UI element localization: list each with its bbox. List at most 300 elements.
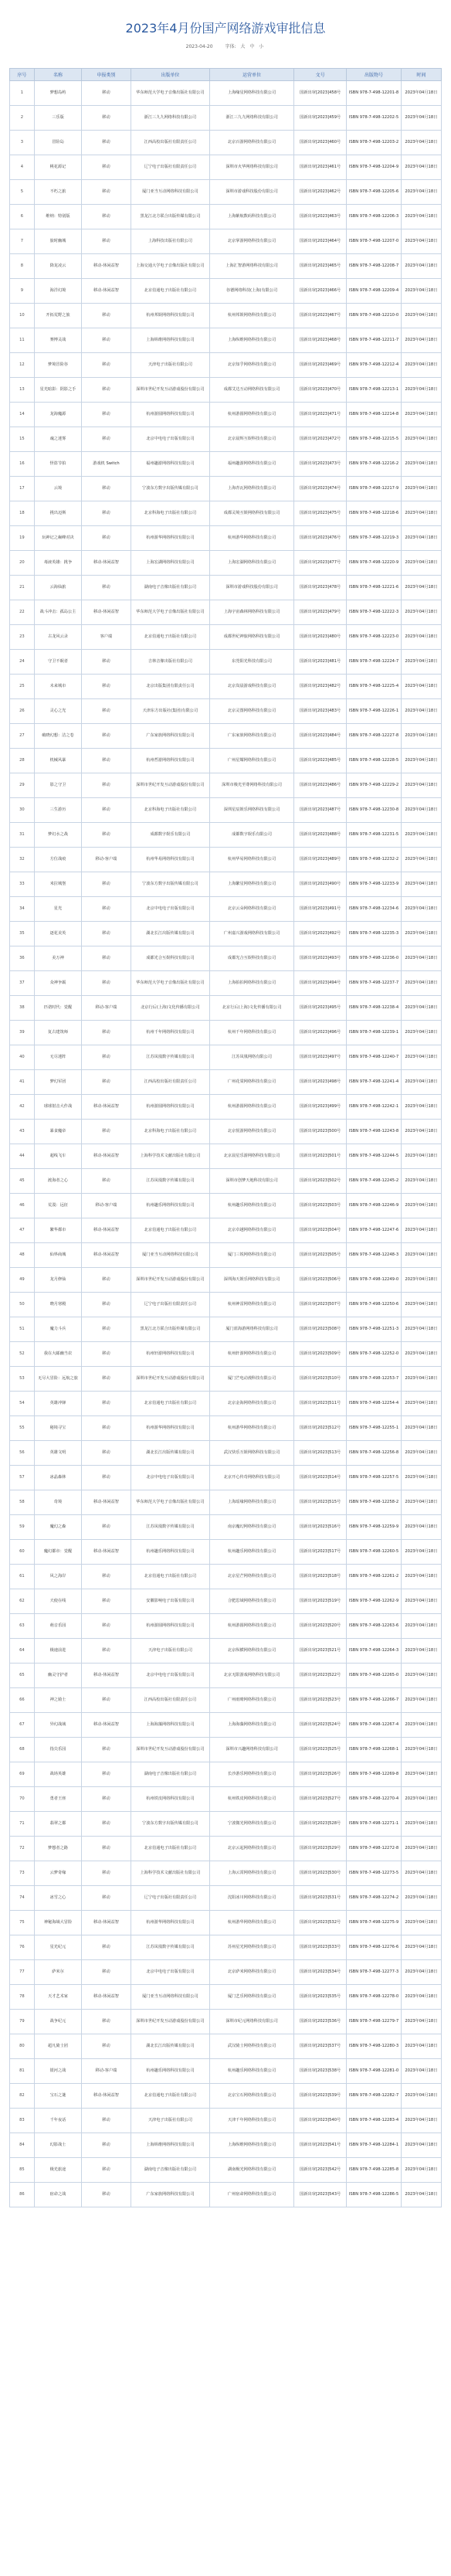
cell-date: 2023年04月18日 (401, 1218, 441, 1243)
cell-category: 移动 (82, 724, 131, 749)
cell-isbn: ISBN 978-7-498-12236-0 (347, 946, 401, 971)
table-row (10, 1268, 442, 1293)
cell-doc-number: 国新出审[2023]520号 (294, 1614, 347, 1639)
cell-isbn: ISBN 978-7-498-12278-0 (347, 1985, 401, 2010)
cell-publisher: 北京伯通电子出版社有限公司 (131, 1218, 209, 1243)
cell-isbn: ISBN 978-7-498-12224-7 (347, 650, 401, 675)
cell-name: 超凡骑士团 (34, 2034, 81, 2059)
cell-operator: 杭州神雷网络科技有限公司 (210, 1293, 294, 1317)
cell-name: 异幻战域 (34, 1713, 81, 1738)
table-row (10, 2109, 442, 2133)
cell-doc-number: 国新出审[2023]533号 (294, 1935, 347, 1960)
cell-index: 6 (10, 205, 35, 229)
cell-category: 移动 (82, 403, 131, 427)
cell-index: 21 (10, 576, 35, 600)
cell-name: 荒漠：远征 (34, 1194, 81, 1218)
cell-date: 2023年04月18日 (401, 1367, 441, 1392)
table-row (10, 2133, 442, 2158)
cell-index: 53 (10, 1367, 35, 1392)
cell-doc-number: 国新出审[2023]506号 (294, 1268, 347, 1293)
cell-date: 2023年04月18日 (401, 353, 441, 378)
cell-doc-number: 国新出审[2023]536号 (294, 2010, 347, 2034)
cell-doc-number: 国新出审[2023]478号 (294, 576, 347, 600)
cell-date: 2023年04月18日 (401, 155, 441, 180)
cell-category: 移动 (82, 1614, 131, 1639)
cell-index: 76 (10, 1935, 35, 1960)
cell-isbn: ISBN 978-7-498-12209-4 (347, 279, 401, 304)
cell-date: 2023年04月18日 (401, 971, 441, 996)
cell-category: 移动 (82, 1762, 131, 1787)
cell-operator: 合肥思域网络科技有限公司 (210, 1589, 294, 1614)
cell-operator: 深圳市兴趣网络科技有限公司 (210, 1738, 294, 1762)
cell-date: 2023年04月18日 (401, 1565, 441, 1589)
cell-doc-number: 国新出审[2023]492号 (294, 922, 347, 946)
cell-index: 64 (10, 1639, 35, 1664)
cell-name: 幻影战士 (34, 2133, 81, 2158)
cell-index: 81 (10, 2059, 35, 2084)
cell-isbn: ISBN 978-7-498-12239-1 (347, 1021, 401, 1045)
cell-publisher: 天津电子出版社有限公司 (131, 2109, 209, 2133)
cell-index: 3 (10, 131, 35, 155)
header-index: 序号 (10, 69, 35, 81)
cell-operator: 杭州千年网络科技有限公司 (210, 1021, 294, 1045)
cell-doc-number: 国新出审[2023]540号 (294, 2109, 347, 2133)
cell-operator: 广东家族网络科技有限公司 (210, 724, 294, 749)
cell-publisher: 成都光合互娱科技有限公司 (131, 946, 209, 971)
cell-category: 移动 (82, 675, 131, 699)
cell-publisher: 杭州趣乐网络科技有限公司 (131, 1540, 209, 1565)
cell-publisher: 北京中电电子出版有限公司 (131, 1960, 209, 1985)
cell-operator: 杭州游圆网络科技有限公司 (210, 1614, 294, 1639)
cell-index: 54 (10, 1392, 35, 1416)
table-row (10, 2059, 442, 2084)
cell-category: 移动-休闲益智 (82, 1540, 131, 1565)
cell-name: 英雄文明 (34, 1441, 81, 1466)
cell-doc-number: 国新出审[2023]519号 (294, 1589, 347, 1614)
cell-operator: 北京纵横网络科技有限公司 (210, 1639, 294, 1664)
table-row (10, 971, 442, 996)
cell-publisher: 杭州华易网络科技有限公司 (131, 848, 209, 872)
cell-category: 移动 (82, 131, 131, 155)
cell-doc-number: 国新出审[2023]477号 (294, 551, 347, 576)
cell-category: 移动 (82, 1935, 131, 1960)
cell-index: 62 (10, 1589, 35, 1614)
cell-operator: 广州星耀网络科技有限公司 (210, 749, 294, 773)
cell-operator: 北京悦游网络科技有限公司 (210, 1120, 294, 1144)
table-row (10, 106, 442, 131)
cell-name: 降龙凌云 (34, 254, 81, 279)
cell-date: 2023年04月18日 (401, 328, 441, 353)
cell-publisher: 辽宁电子出版社有限责任公司 (131, 1293, 209, 1317)
cell-name: 繁华都市 (34, 1218, 81, 1243)
cell-index: 74 (10, 1886, 35, 1911)
cell-index: 44 (10, 1144, 35, 1169)
cell-category: 移动-休闲益智 (82, 1095, 131, 1120)
cell-operator: 北京岚晨游戏科技有限公司 (210, 675, 294, 699)
cell-date: 2023年04月18日 (401, 501, 441, 526)
cell-index: 23 (10, 625, 35, 650)
table-row (10, 1688, 442, 1713)
cell-index: 33 (10, 872, 35, 897)
cell-name: 魔幻都市：觉醒 (34, 1540, 81, 1565)
table-row (10, 600, 442, 625)
cell-publisher: 上海科技出版社有限公司 (131, 229, 209, 254)
cell-category: 移动-客户端 (82, 996, 131, 1021)
cell-date: 2023年04月18日 (401, 1490, 441, 1515)
cell-date: 2023年04月18日 (401, 304, 441, 328)
cell-isbn: ISBN 978-7-498-12254-4 (347, 1392, 401, 1416)
cell-name: 战争纪元 (34, 2010, 81, 2034)
cell-index: 34 (10, 897, 35, 922)
cell-operator: 深圳市极光至尊网络科技有限公司 (210, 773, 294, 798)
cell-category: 移动 (82, 229, 131, 254)
cell-publisher: 上海纵维网络科技有限公司 (131, 2133, 209, 2158)
cell-category: 移动 (82, 106, 131, 131)
cell-isbn: ISBN 978-7-498-12270-4 (347, 1787, 401, 1812)
cell-publisher: 北京伯通电子出版社有限公司 (131, 1837, 209, 1861)
cell-date: 2023年04月18日 (401, 650, 441, 675)
cell-doc-number: 国新出审[2023]504号 (294, 1218, 347, 1243)
cell-date: 2023年04月18日 (401, 1812, 441, 1837)
cell-isbn: ISBN 978-7-498-12228-5 (347, 749, 401, 773)
cell-publisher: 杭州邦娱网络科技有限公司 (131, 304, 209, 328)
cell-doc-number: 国新出审[2023]532号 (294, 1911, 347, 1935)
header-publisher: 出版单位 (131, 69, 209, 81)
cell-name: 幽灵守护者 (34, 1664, 81, 1688)
cell-doc-number: 国新出审[2023]485号 (294, 749, 347, 773)
cell-doc-number: 国新出审[2023]513号 (294, 1441, 347, 1466)
cell-name: 千年夜话 (34, 2109, 81, 2133)
cell-index: 43 (10, 1120, 35, 1144)
table-row (10, 2158, 442, 2183)
cell-operator: 广州嘉兴游戏网络科技有限公司 (210, 922, 294, 946)
cell-operator: 杭州华易网络科技有限公司 (210, 848, 294, 872)
cell-index: 50 (10, 1293, 35, 1317)
cell-doc-number: 国新出审[2023]528号 (294, 1812, 347, 1837)
cell-operator: 北京卓越网络科技有限公司 (210, 1218, 294, 1243)
cell-category: 移动-休闲益智 (82, 1985, 131, 2010)
cell-doc-number: 国新出审[2023]475号 (294, 501, 347, 526)
cell-name: 众神争霸 (34, 971, 81, 996)
cell-category: 移动 (82, 526, 131, 551)
cell-category: 移动 (82, 180, 131, 205)
cell-isbn: ISBN 978-7-498-12233-9 (347, 872, 401, 897)
cell-operator: 杭州游圆网络科技有限公司 (210, 1095, 294, 1120)
cell-index: 35 (10, 922, 35, 946)
cell-operator: 上海纵维网络科技有限公司 (210, 2133, 294, 2158)
cell-isbn: ISBN 978-7-498-12259-9 (347, 1515, 401, 1540)
cell-index: 15 (10, 427, 35, 452)
cell-date: 2023年04月18日 (401, 205, 441, 229)
cell-publisher: 杭州游圆网络科技有限公司 (131, 1095, 209, 1120)
cell-category: 移动 (82, 1812, 131, 1837)
cell-index: 56 (10, 1441, 35, 1466)
cell-operator: 成都数字娱乐有限公司 (210, 823, 294, 848)
cell-doc-number: 国新出审[2023]503号 (294, 1194, 347, 1218)
table-row (10, 1317, 442, 1342)
cell-isbn: ISBN 978-7-498-12281-0 (347, 2059, 401, 2084)
cell-name: 魂之迷雾 (34, 427, 81, 452)
cell-operator: 深圳海天娱乐网络科技有限公司 (210, 1268, 294, 1293)
cell-date: 2023年04月18日 (401, 946, 441, 971)
cell-index: 63 (10, 1614, 35, 1639)
cell-publisher: 北京科海电子出版社有限公司 (131, 1120, 209, 1144)
cell-publisher: 吉林音像出版社有限公司 (131, 650, 209, 675)
cell-publisher: 杭州铁皮网络科技有限公司 (131, 1787, 209, 1812)
cell-publisher: 天津电子出版社有限公司 (131, 1639, 209, 1664)
cell-category: 移动 (82, 2010, 131, 2034)
cell-category: 移动-客户端 (82, 2059, 131, 2084)
cell-index: 22 (10, 600, 35, 625)
table-row (10, 897, 442, 922)
cell-isbn: ISBN 978-7-498-12238-4 (347, 996, 401, 1021)
cell-index: 5 (10, 180, 35, 205)
cell-operator: 北京云起网络科技有限公司 (210, 1837, 294, 1861)
font-size-medium[interactable]: 中 (249, 44, 255, 49)
cell-publisher: 上海科学技术文献出版社有限公司 (131, 1861, 209, 1886)
cell-isbn: ISBN 978-7-498-12242-1 (347, 1095, 401, 1120)
cell-operator: 上海瑶缘网络科技有限公司 (210, 1490, 294, 1515)
cell-date: 2023年04月18日 (401, 131, 441, 155)
cell-category: 移动 (82, 1268, 131, 1293)
cell-operator: 北京晨星乐游网络科技有限公司 (210, 1144, 294, 1169)
table-row (10, 551, 442, 576)
cell-isbn: ISBN 978-7-498-12215-5 (347, 427, 401, 452)
cell-name: 匹诺时代：觉醒 (34, 996, 81, 1021)
cell-name: 指尖乐园 (34, 1738, 81, 1762)
cell-operator: 杭州游华网络科技有限公司 (210, 1416, 294, 1441)
cell-date: 2023年04月18日 (401, 749, 441, 773)
cell-doc-number: 国新出审[2023]521号 (294, 1639, 347, 1664)
cell-operator: 厦门三锐网络科技有限公司 (210, 1243, 294, 1268)
cell-publisher: 华东师范大学电子音像出版社有限公司 (131, 971, 209, 996)
cell-category: 移动 (82, 2183, 131, 2207)
cell-doc-number: 国新出审[2023]496号 (294, 1021, 347, 1045)
approval-table (9, 68, 442, 2207)
cell-doc-number: 国新出审[2023]476号 (294, 526, 347, 551)
cell-category: 移动 (82, 773, 131, 798)
cell-category: 移动 (82, 1837, 131, 1861)
cell-doc-number: 国新出审[2023]502号 (294, 1169, 347, 1194)
cell-category: 移动 (82, 2133, 131, 2158)
table-row (10, 353, 442, 378)
cell-date: 2023年04月18日 (401, 1070, 441, 1095)
cell-isbn: ISBN 978-7-498-12240-7 (347, 1045, 401, 1070)
cell-doc-number: 国新出审[2023]529号 (294, 1837, 347, 1861)
cell-name: 奇境 (34, 1490, 81, 1515)
cell-doc-number: 国新出审[2023]469号 (294, 353, 347, 378)
table-row (10, 1441, 442, 1466)
table-row (10, 749, 442, 773)
cell-date: 2023年04月18日 (401, 848, 441, 872)
cell-category: 移动-休闲益智 (82, 1144, 131, 1169)
cell-index: 42 (10, 1095, 35, 1120)
cell-operator: 杭州趣乐网络科技有限公司 (210, 1540, 294, 1565)
table-row (10, 996, 442, 1021)
table-row (10, 699, 442, 724)
cell-name: 翡翠之都 (34, 1812, 81, 1837)
cell-category: 移动 (82, 749, 131, 773)
cell-isbn: ISBN 978-7-498-12260-5 (347, 1540, 401, 1565)
page-title: 2023年4月份国产网络游戏审批信息 (125, 21, 326, 36)
cell-doc-number: 国新出审[2023]505号 (294, 1243, 347, 1268)
cell-index: 59 (10, 1515, 35, 1540)
cell-operator: 深圳市游戏科技股份有限公司 (210, 180, 294, 205)
cell-date: 2023年04月18日 (401, 427, 441, 452)
cell-publisher: 杭州千年网络科技有限公司 (131, 1021, 209, 1045)
cell-publisher: 辽宁电子出版社有限责任公司 (131, 1886, 209, 1911)
cell-name: 晓月寒殿 (34, 1293, 81, 1317)
cell-operator: 北京萨米网络科技有限公司 (210, 1960, 294, 1985)
cell-name: 开拓荒野之旅 (34, 304, 81, 328)
table-row (10, 1367, 442, 1392)
cell-date: 2023年04月18日 (401, 1639, 441, 1664)
cell-index: 45 (10, 1169, 35, 1194)
table-row (10, 452, 442, 477)
cell-index: 16 (10, 452, 35, 477)
cell-name: 梦幻水之战 (34, 823, 81, 848)
cell-category: 移动-休闲益智 (82, 1218, 131, 1243)
cell-doc-number: 国新出审[2023]491号 (294, 897, 347, 922)
cell-index: 51 (10, 1317, 35, 1342)
cell-publisher: 北京伯通电子出版社有限公司 (131, 2084, 209, 2109)
cell-name: 风之海岸 (34, 1565, 81, 1589)
cell-doc-number: 国新出审[2023]479号 (294, 600, 347, 625)
cell-index: 46 (10, 1194, 35, 1218)
table-row (10, 1515, 442, 1540)
cell-publisher: 深圳市世纪开发互动游戏股份有限公司 (131, 1268, 209, 1293)
cell-doc-number: 国新出审[2023]481号 (294, 650, 347, 675)
cell-category: 移动-休闲益智 (82, 551, 131, 576)
cell-doc-number: 国新出审[2023]498号 (294, 1070, 347, 1095)
cell-doc-number: 国新出审[2023]535号 (294, 1985, 347, 2010)
cell-isbn: ISBN 978-7-498-12264-3 (347, 1639, 401, 1664)
cell-date: 2023年04月18日 (401, 2010, 441, 2034)
cell-publisher: 华东师范大学电子音像出版社有限公司 (131, 81, 209, 106)
cell-name: 梦想岛屿 (34, 81, 81, 106)
cell-date: 2023年04月18日 (401, 699, 441, 724)
cell-operator: 杭州铁皮网络科技有限公司 (210, 1787, 294, 1812)
cell-index: 38 (10, 996, 35, 1021)
cell-doc-number: 国新出审[2023]538号 (294, 2059, 347, 2084)
cell-isbn: ISBN 978-7-498-12201-8 (347, 81, 401, 106)
cell-category: 移动 (82, 699, 131, 724)
cell-publisher: 天津电子出版社有限公司 (131, 353, 209, 378)
table-row (10, 576, 442, 600)
cell-doc-number: 国新出审[2023]468号 (294, 328, 347, 353)
cell-name: 战斗冲击：孤岛公主 (34, 600, 81, 625)
cell-publisher: 江西高校出版社有限责任公司 (131, 131, 209, 155)
cell-publisher: 深圳市世纪开发互动游戏股份有限公司 (131, 1738, 209, 1762)
cell-isbn: ISBN 978-7-498-12204-9 (347, 155, 401, 180)
table-row (10, 2034, 442, 2059)
cell-category: 移动 (82, 946, 131, 971)
cell-publisher: 杭州游圆网络科技有限公司 (131, 1614, 209, 1639)
table-row (10, 1169, 442, 1194)
table-row (10, 501, 442, 526)
cell-operator: 成都光合互娱科技有限公司 (210, 946, 294, 971)
cell-name: 星光暗影：阴影之手 (34, 378, 81, 403)
cell-publisher: 北京科海电子出版社有限公司 (131, 798, 209, 823)
cell-operator: 成都艾达互动网络科技有限公司 (210, 378, 294, 403)
cell-name: 机械风暴 (34, 749, 81, 773)
font-size-small[interactable]: 小 (259, 44, 264, 49)
cell-category: 移动 (82, 1367, 131, 1392)
cell-operator: 北京知乎网络科技有限公司 (210, 353, 294, 378)
cell-operator: 厦门芒电动漫科技有限公司 (210, 1367, 294, 1392)
cell-operator: 杭州轩游网络科技有限公司 (210, 1342, 294, 1367)
cell-isbn: ISBN 978-7-498-12217-9 (347, 477, 401, 501)
cell-category: 移动 (82, 872, 131, 897)
cell-operator: 深圳星辰娱乐网络科技有限公司 (210, 798, 294, 823)
cell-publisher: 北京伯通电子出版社有限公司 (131, 1565, 209, 1589)
cell-index: 67 (10, 1713, 35, 1738)
cell-index: 68 (10, 1738, 35, 1762)
cell-doc-number: 国新出审[2023]501号 (294, 1144, 347, 1169)
cell-doc-number: 国新出审[2023]482号 (294, 675, 347, 699)
table-row (10, 1540, 442, 1565)
table-row (10, 1416, 442, 1441)
cell-publisher: 杭州游华网络科技有限公司 (131, 526, 209, 551)
cell-name: 梦幻军团 (34, 1070, 81, 1095)
cell-category: 移动 (82, 1515, 131, 1540)
cell-doc-number: 国新出审[2023]465号 (294, 254, 347, 279)
cell-index: 71 (10, 1812, 35, 1837)
cell-date: 2023年04月18日 (401, 1787, 441, 1812)
cell-name: 灵心之光 (34, 699, 81, 724)
cell-isbn: ISBN 978-7-498-12247-6 (347, 1218, 401, 1243)
cell-publisher: 上海纵维网络科技有限公司 (131, 328, 209, 353)
table-row (10, 1985, 442, 2010)
cell-index: 2 (10, 106, 35, 131)
cell-date: 2023年04月18日 (401, 1416, 441, 1441)
cell-doc-number: 国新出审[2023]512号 (294, 1416, 347, 1441)
table-row (10, 1144, 442, 1169)
cell-category: 移动 (82, 1169, 131, 1194)
cell-name: 冒险岛 (34, 131, 81, 155)
table-row (10, 1935, 442, 1960)
font-size-large[interactable]: 大 (240, 44, 246, 49)
cell-name: 星光纪元 (34, 1935, 81, 1960)
table-row (10, 1466, 442, 1490)
cell-doc-number: 国新出审[2023]515号 (294, 1490, 347, 1515)
cell-operator: 北京云朵网络科技有限公司 (210, 897, 294, 922)
cell-doc-number: 国新出审[2023]471号 (294, 403, 347, 427)
cell-isbn: ISBN 978-7-498-12272-8 (347, 1837, 401, 1861)
cell-isbn: ISBN 978-7-498-12244-5 (347, 1144, 401, 1169)
table-row (10, 1787, 442, 1812)
cell-operator: 浙江三九九网络科技有限公司 (210, 106, 294, 131)
cell-operator: 湖南极光网络科技有限公司 (210, 2158, 294, 2183)
cell-doc-number: 国新出审[2023]462号 (294, 180, 347, 205)
cell-doc-number: 国新出审[2023]527号 (294, 1787, 347, 1812)
table-row (10, 526, 442, 551)
cell-name: 萌音乐园 (34, 1614, 81, 1639)
cell-category: 移动 (82, 1639, 131, 1664)
cell-name: 神之骑士 (34, 1688, 81, 1713)
cell-doc-number: 国新出审[2023]474号 (294, 477, 347, 501)
cell-index: 66 (10, 1688, 35, 1713)
cell-doc-number: 国新出审[2023]464号 (294, 229, 347, 254)
cell-date: 2023年04月18日 (401, 996, 441, 1021)
cell-category: 移动 (82, 1392, 131, 1416)
cell-category: 移动 (82, 1317, 131, 1342)
cell-category: 游戏机 Switch (82, 452, 131, 477)
table-row (10, 773, 442, 798)
cell-date: 2023年04月18日 (401, 1441, 441, 1466)
cell-operator: 上海宏湖网络科技有限公司 (210, 551, 294, 576)
cell-isbn: ISBN 978-7-498-12218-6 (347, 501, 401, 526)
